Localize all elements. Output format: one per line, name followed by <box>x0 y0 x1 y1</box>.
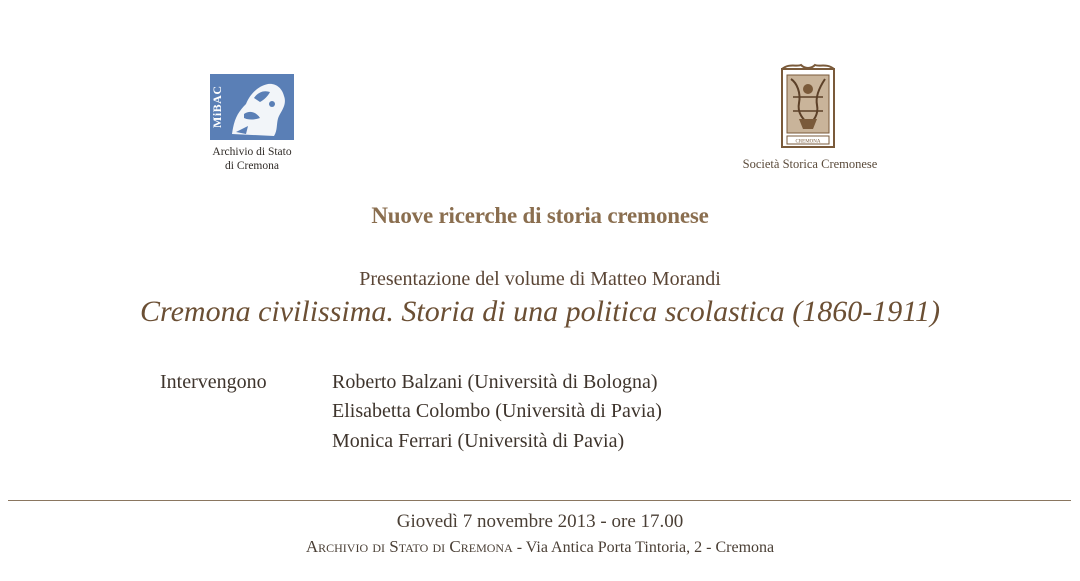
societa-caption: Società Storica Cremonese <box>742 157 878 171</box>
speakers-label: Intervengono <box>160 371 267 393</box>
event-date-time: Giovedì 7 novembre 2013 - ore 17.00 <box>396 511 684 532</box>
event-address <box>0 537 1080 557</box>
mibac-badge-text: MiBAC <box>210 74 224 140</box>
venue-address: - Via Antica Porta Tintoria, 2 - Cremona <box>512 539 775 556</box>
presentation-line: Presentazione del volume di Matteo Morandi <box>359 268 721 290</box>
speaker-1: Roberto Balzani (Università di Bologna) <box>332 371 658 393</box>
speaker-2: Elisabetta Colombo (Università di Pavia) <box>332 400 662 422</box>
series-title: Nuove ricerche di storia cremonese <box>371 203 709 228</box>
archivio-caption-line2: di Cremona <box>225 160 279 172</box>
emblem-text: CREMONA <box>795 139 821 145</box>
mibac-emblem-icon <box>224 74 294 140</box>
societa-emblem-icon <box>779 63 837 153</box>
mibac-logo <box>210 74 294 140</box>
speaker-3: Monica Ferrari (Università di Pavia) <box>332 430 625 452</box>
archivio-caption <box>197 145 307 173</box>
venue-name: Archivio di Stato di Cremona <box>305 537 513 556</box>
archivio-caption-line1: Archivio di Stato <box>212 146 292 158</box>
book-title: Cremona civilissima. Storia di una politica scolastica (1860-1911) <box>140 295 940 328</box>
divider <box>8 500 1071 501</box>
